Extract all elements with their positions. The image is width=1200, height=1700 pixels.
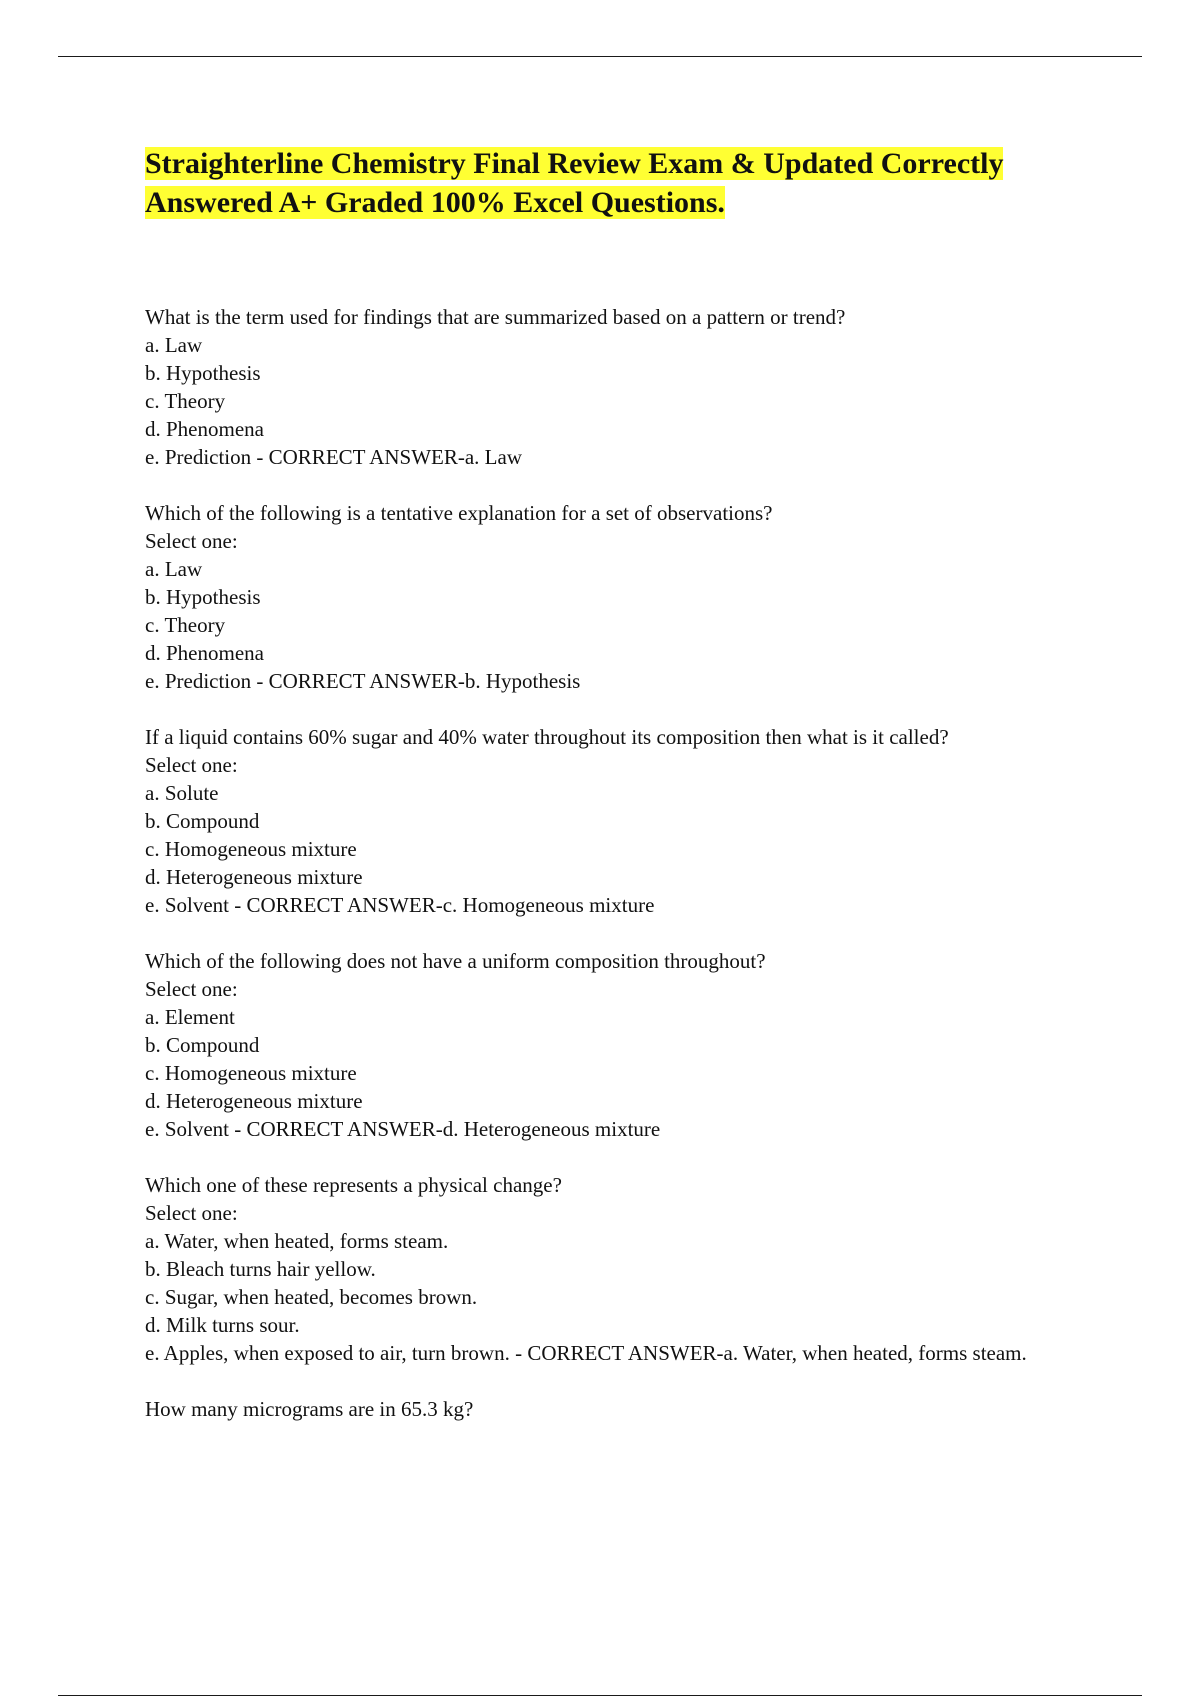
question-line: Select one: [145,977,238,1001]
question-line: c. Theory [145,389,226,413]
question-text: Which one of these represents a physical change? [145,1173,562,1197]
question-text: Which of the following is a tentative explanation for a set of observations? [145,501,773,525]
question-text: What is the term used for findings that are summarized based on a pattern or trend? [145,305,846,329]
bottom-rule [58,1695,1142,1696]
document-title-highlight: Straighterline Chemistry Final Review Exam & Updated Correctly Answered A+ Graded 100% Excel Questions. [145,147,1004,219]
question-line: Select one: [145,529,238,553]
question-text: How many micrograms are in 65.3 kg? [145,1397,474,1421]
question-line: Select one: [145,753,238,777]
question-line: a. Law [145,333,203,357]
question-line: b. Bleach turns hair yellow. [145,1257,376,1281]
question-line: a. Law [145,557,203,581]
question-line: d. Heterogeneous mixture [145,1089,363,1113]
question-text: If a liquid contains 60% sugar and 40% water throughout its composition then what is it called? [145,725,949,749]
question-line: Select one: [145,1201,238,1225]
question-line: c. Homogeneous mixture [145,1061,357,1085]
question-line: a. Solute [145,781,219,805]
question-line: e. Solvent - CORRECT ANSWER-c. Homogeneous mixture [145,893,655,917]
question-line: e. Apples, when exposed to air, turn brown. - CORRECT ANSWER-a. Water, when heated, forms steam. [145,1341,1027,1365]
question-block [145,1395,1075,1423]
question-line: e. Prediction - CORRECT ANSWER-a. Law [145,445,522,469]
question-line: c. Sugar, when heated, becomes brown. [145,1285,478,1309]
question-block [145,1171,1075,1367]
question-line: e. Solvent - CORRECT ANSWER-d. Heterogeneous mixture [145,1117,661,1141]
question-block [145,947,1075,1143]
question-line: d. Heterogeneous mixture [145,865,363,889]
question-line: c. Homogeneous mixture [145,837,357,861]
question-line: d. Phenomena [145,417,264,441]
question-list [145,303,1075,1451]
question-line: d. Phenomena [145,641,264,665]
question-line: d. Milk turns sour. [145,1313,300,1337]
top-rule [58,56,1142,57]
question-line: a. Element [145,1005,235,1029]
question-block [145,303,1075,471]
question-line: a. Water, when heated, forms steam. [145,1229,449,1253]
question-line: b. Compound [145,809,260,833]
question-line: b. Hypothesis [145,361,261,385]
document-title [145,144,1105,222]
question-line: e. Prediction - CORRECT ANSWER-b. Hypothesis [145,669,581,693]
question-line: b. Compound [145,1033,260,1057]
question-block [145,499,1075,695]
question-line: b. Hypothesis [145,585,261,609]
question-text: Which of the following does not have a uniform composition throughout? [145,949,766,973]
question-block [145,723,1075,919]
question-line: c. Theory [145,613,226,637]
